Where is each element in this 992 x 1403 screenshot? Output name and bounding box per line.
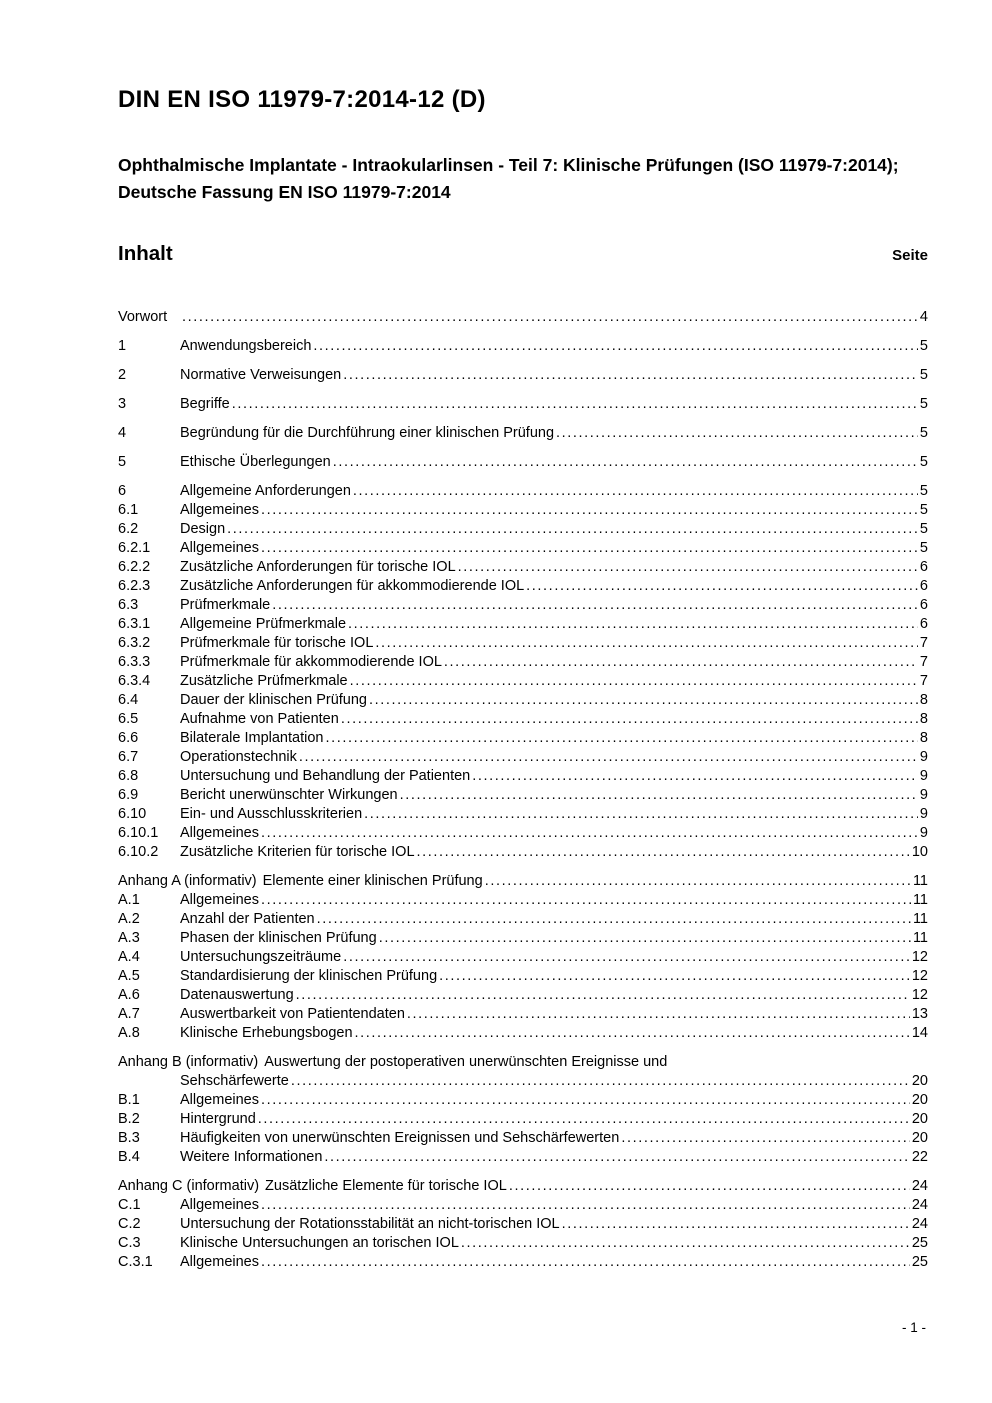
- toc-entry-page: 9: [919, 805, 928, 822]
- toc-leader-dots: [417, 843, 910, 862]
- toc-entry-label: Zusätzliche Elemente für torische IOL: [265, 1177, 507, 1194]
- toc-leader-dots: [375, 634, 918, 653]
- toc-leader-dots: [439, 967, 910, 986]
- toc-leader-dots: [348, 615, 918, 634]
- toc-entry: [118, 395, 928, 414]
- document-title: DIN EN ISO 11979-7:2014-12 (D): [118, 86, 486, 113]
- toc-leader-dots: [562, 1215, 910, 1234]
- toc-entry-page: 20: [911, 1110, 928, 1127]
- toc-leader-dots: [472, 767, 918, 786]
- toc-entry-label: Auswertbarkeit von Patientendaten: [180, 1005, 405, 1022]
- toc-entry-number: C.2: [118, 1215, 141, 1232]
- toc-leader-dots: [313, 337, 918, 356]
- toc-entry-number: 6.3.4: [118, 672, 151, 689]
- toc-entry-page: 7: [919, 634, 928, 651]
- toc-entry: [118, 308, 928, 327]
- toc-entry: [118, 1053, 928, 1072]
- toc-entry-label: Allgemeines: [180, 824, 259, 841]
- toc-entry-number: 6.10: [118, 805, 147, 822]
- toc-entry-number: A.7: [118, 1005, 140, 1022]
- toc-group: [118, 308, 928, 327]
- toc-entry-page: 5: [919, 366, 928, 383]
- toc-leader-dots: [258, 1110, 910, 1129]
- toc-leader-dots: [317, 910, 911, 929]
- toc-entry-label: Zusätzliche Anforderungen für akkommodierende IOL: [180, 577, 525, 594]
- toc-entry-page: 12: [911, 986, 928, 1003]
- toc-group: [118, 453, 928, 472]
- toc-entry: [118, 1024, 928, 1043]
- toc-entry: [118, 1253, 928, 1272]
- toc-group: [118, 395, 928, 414]
- toc-entry-page: 24: [911, 1177, 928, 1194]
- toc-entry-label: Bilaterale Implantation: [180, 729, 324, 746]
- toc-leader-dots: [526, 577, 918, 596]
- toc-leader-dots: [485, 872, 911, 891]
- toc-entry-page: 20: [911, 1072, 928, 1089]
- toc-leader-dots: [458, 558, 918, 577]
- toc-entry-label: Auswertung der postoperativen unerwünschten Ereignisse und: [264, 1053, 668, 1070]
- toc-entry-number: 6.8: [118, 767, 139, 784]
- toc-entry-page: 7: [919, 672, 928, 689]
- toc-entry-page: 9: [919, 786, 928, 803]
- toc-entry-number: A.1: [118, 891, 140, 908]
- toc-entry: [118, 520, 928, 539]
- toc-entry-label: Phasen der klinischen Prüfung: [180, 929, 377, 946]
- toc-leader-dots: [299, 748, 918, 767]
- toc-entry-number: 6.9: [118, 786, 139, 803]
- toc-entry: [118, 366, 928, 385]
- toc-entry-label: Ethische Überlegungen: [180, 453, 331, 470]
- toc-leader-dots: [556, 424, 918, 443]
- toc-entry-number: 6.10.2: [118, 843, 159, 860]
- toc-entry-label: Prüfmerkmale: [180, 596, 271, 613]
- toc-entry-page: 9: [919, 767, 928, 784]
- toc-leader-dots: [272, 596, 918, 615]
- toc-entry-page: 6: [919, 558, 928, 575]
- toc-entry: [118, 729, 928, 748]
- toc-entry-number: 6.3.2: [118, 634, 151, 651]
- toc-entry-label: Untersuchung der Rotationsstabilität an nicht-torischen IOL: [180, 1215, 560, 1232]
- toc-entry-label: Prüfmerkmale für akkommodierende IOL: [180, 653, 442, 670]
- toc-entry: [118, 929, 928, 948]
- toc-entry-label: Anzahl der Patienten: [180, 910, 315, 927]
- toc-entry-page: 5: [919, 395, 928, 412]
- toc-entry-label: Untersuchung und Behandlung der Patienten: [180, 767, 471, 784]
- toc-entry: [118, 786, 928, 805]
- toc-entry-label: Untersuchungszeiträume: [180, 948, 342, 965]
- toc-entry: [118, 337, 928, 356]
- toc-leader-dots: [444, 653, 918, 672]
- toc-entry-label: Design: [180, 520, 226, 537]
- toc-entry-page: 5: [919, 424, 928, 441]
- toc-entry-page: 5: [919, 482, 928, 499]
- toc-group: [118, 337, 928, 356]
- toc-entry-page: 11: [912, 910, 928, 927]
- toc-entry: [118, 805, 928, 824]
- toc-entry: [118, 539, 928, 558]
- toc-leader-dots: [261, 1253, 910, 1272]
- toc-entry-number: 2: [118, 366, 127, 383]
- toc-leader-dots: [261, 1091, 910, 1110]
- toc-entry-page: 5: [919, 453, 928, 470]
- toc-entry: [118, 634, 928, 653]
- toc-entry: [118, 596, 928, 615]
- toc-entry-number: 6.6: [118, 729, 139, 746]
- toc-entry-label: Sehschärfewerte: [180, 1072, 289, 1089]
- toc-entry-page: 5: [919, 501, 928, 518]
- toc-entry-label: Zusätzliche Prüfmerkmale: [180, 672, 348, 689]
- toc-entry-page: 6: [919, 596, 928, 613]
- toc-entry-number: 6.10.1: [118, 824, 159, 841]
- toc-leader-dots: [232, 395, 918, 414]
- toc-entry: [118, 767, 928, 786]
- toc-entry-number: A.5: [118, 967, 140, 984]
- toc-leader-dots: [261, 891, 911, 910]
- toc-entry: [118, 1177, 928, 1196]
- toc-group: [118, 1053, 928, 1167]
- toc-entry-number: A.2: [118, 910, 140, 927]
- toc-entry-label: Bericht unerwünschter Wirkungen: [180, 786, 398, 803]
- toc-leader-dots: [407, 1005, 910, 1024]
- toc-entry: [118, 910, 928, 929]
- toc-leader-dots: [325, 729, 917, 748]
- document-subtitle: Ophthalmische Implantate - Intraokularlinsen - Teil 7: Klinische Prüfungen (ISO 11979-7:2014); Deutsche Fassung EN ISO 11979-7:2014: [118, 154, 899, 202]
- toc-entry-number: 4: [118, 424, 127, 441]
- toc-entry-label: Weitere Informationen: [180, 1148, 323, 1165]
- toc-entry: [118, 558, 928, 577]
- toc-entry-number: B.1: [118, 1091, 140, 1108]
- toc-entry: [118, 691, 928, 710]
- toc-entry-label: Ein- und Ausschlusskriterien: [180, 805, 363, 822]
- toc-leader-dots: [261, 824, 918, 843]
- toc-entry: [118, 710, 928, 729]
- toc-entry-label: Elemente einer klinischen Prüfung: [262, 872, 483, 889]
- toc-entry-number: B.2: [118, 1110, 140, 1127]
- toc-entry-number: Anhang B (informativ): [118, 1053, 259, 1070]
- toc-entry-label: Allgemeine Anforderungen: [180, 482, 351, 499]
- toc-entry-page: 12: [911, 948, 928, 965]
- toc-leader-dots: [261, 1196, 910, 1215]
- toc-entry-label: Aufnahme von Patienten: [180, 710, 339, 727]
- toc-entry-label: Zusätzliche Anforderungen für torische IOL: [180, 558, 456, 575]
- toc-entry-number: 6.2.3: [118, 577, 151, 594]
- toc-entry: [118, 948, 928, 967]
- toc-entry-label: Allgemeine Prüfmerkmale: [180, 615, 347, 632]
- toc-entry-number: C.3: [118, 1234, 141, 1251]
- toc-entry-page: 9: [919, 748, 928, 765]
- toc-entry-number: A.8: [118, 1024, 140, 1041]
- toc-entry-label: Prüfmerkmale für torische IOL: [180, 634, 374, 651]
- toc-entry-number: 6.2.2: [118, 558, 151, 575]
- toc-leader-dots: [261, 539, 918, 558]
- toc-entry-page: 11: [912, 872, 928, 889]
- toc-entry-number: 6.5: [118, 710, 139, 727]
- toc-entry-label: Datenauswertung: [180, 986, 294, 1003]
- toc-leader-dots: [369, 691, 918, 710]
- toc-entry-number: C.3.1: [118, 1253, 153, 1270]
- toc-entry: [118, 891, 928, 910]
- toc-entry-page: 5: [919, 337, 928, 354]
- toc-entry: [118, 1196, 928, 1215]
- toc-entry-page: 25: [911, 1253, 928, 1270]
- toc-entry: [118, 986, 928, 1005]
- toc-entry-number: 6.3.3: [118, 653, 151, 670]
- toc-entry-page: 7: [919, 653, 928, 670]
- toc-entry-page: 6: [919, 615, 928, 632]
- toc-entry-label: Allgemeines: [180, 501, 259, 518]
- toc-group: [118, 366, 928, 385]
- toc-entry-number: Vorwort: [118, 308, 168, 325]
- toc-entry-label: Allgemeines: [180, 1196, 259, 1213]
- toc-leader-dots: [353, 482, 918, 501]
- toc-entry-page: 6: [919, 577, 928, 594]
- toc-entry: [118, 424, 928, 443]
- toc-leader-dots: [341, 710, 918, 729]
- toc-entry-number: 6.4: [118, 691, 139, 708]
- toc-entry-number: Anhang C (informativ): [118, 1177, 260, 1194]
- toc-entry: [118, 453, 928, 472]
- toc-entry-number: 6.3.1: [118, 615, 151, 632]
- toc-entry-number: 3: [118, 395, 127, 412]
- toc-entry-page: 5: [919, 520, 928, 537]
- toc-heading: Inhalt: [118, 241, 173, 265]
- toc-entry-label: Klinische Erhebungsbogen: [180, 1024, 353, 1041]
- toc-entry-page: 14: [911, 1024, 928, 1041]
- toc-entry-number: 6.3: [118, 596, 139, 613]
- toc-leader-dots: [379, 929, 911, 948]
- toc-entry-page: 11: [912, 891, 928, 908]
- toc-group: [118, 424, 928, 443]
- toc-entry-label: Allgemeines: [180, 891, 259, 908]
- toc-entry-number: Anhang A (informativ): [118, 872, 257, 889]
- toc-leader-dots: [343, 366, 918, 385]
- toc-entry-label: Allgemeines: [180, 539, 259, 556]
- toc-entry-label: Begriffe: [180, 395, 230, 412]
- toc-entry-page: 25: [911, 1234, 928, 1251]
- toc-leader-dots: [400, 786, 918, 805]
- toc-entry-number: A.4: [118, 948, 140, 965]
- toc-entry: [118, 653, 928, 672]
- toc-entry-page: 5: [919, 539, 928, 556]
- toc-entry-label: Normative Verweisungen: [180, 366, 342, 383]
- toc-entry: [118, 967, 928, 986]
- toc-entry: [118, 1215, 928, 1234]
- toc-entry-number: 5: [118, 453, 127, 470]
- toc-entry: [118, 577, 928, 596]
- toc-leader-dots: [509, 1177, 910, 1196]
- toc-entry: [118, 1072, 928, 1091]
- toc-entry-page: 11: [912, 929, 928, 946]
- toc-entry-number: 6.2.1: [118, 539, 151, 556]
- toc-entry-page: 20: [911, 1129, 928, 1146]
- toc-leader-dots: [355, 1024, 910, 1043]
- toc-entry-number: C.1: [118, 1196, 141, 1213]
- toc-group: [118, 872, 928, 1043]
- toc-leader-dots: [364, 805, 918, 824]
- toc-entry-label: Standardisierung der klinischen Prüfung: [180, 967, 438, 984]
- toc-entry: [118, 1110, 928, 1129]
- toc-group: [118, 1177, 928, 1272]
- toc-entry-number: 6.7: [118, 748, 139, 765]
- toc-leader-dots: [621, 1129, 910, 1148]
- toc-entry-page: 4: [919, 308, 928, 325]
- toc-entry-page: 10: [911, 843, 928, 860]
- toc-entry-label: Häufigkeiten von unerwünschten Ereignissen und Sehschärfewerten: [180, 1129, 620, 1146]
- toc-page-column-label: Seite: [892, 246, 928, 264]
- footer-page-number: - 1 -: [901, 1320, 926, 1335]
- toc-entry-number: 6.2: [118, 520, 139, 537]
- toc-entry-page: 8: [919, 710, 928, 727]
- toc-entry: [118, 748, 928, 767]
- toc-entry-label: Hintergrund: [180, 1110, 256, 1127]
- toc-entry-page: 12: [911, 967, 928, 984]
- toc-entry: [118, 1005, 928, 1024]
- toc-entry-label: Zusätzliche Kriterien für torische IOL: [180, 843, 415, 860]
- toc-entry-label: Operationstechnik: [180, 748, 297, 765]
- toc-entry: [118, 872, 928, 891]
- toc-entry-label: Allgemeines: [180, 1253, 259, 1270]
- table-of-contents: [118, 308, 928, 1272]
- toc-entry: [118, 615, 928, 634]
- toc-entry: [118, 672, 928, 691]
- toc-entry: [118, 482, 928, 501]
- toc-entry-number: B.4: [118, 1148, 140, 1165]
- toc-entry-page: 8: [919, 729, 928, 746]
- toc-entry-label: Begründung für die Durchführung einer klinischen Prüfung: [180, 424, 555, 441]
- toc-entry-label: Allgemeines: [180, 1091, 259, 1108]
- toc-entry: [118, 1091, 928, 1110]
- toc-entry: [118, 501, 928, 520]
- toc-entry-page: 20: [911, 1091, 928, 1108]
- toc-entry-number: 1: [118, 337, 127, 354]
- toc-header: [118, 242, 928, 266]
- toc-leader-dots: [461, 1234, 910, 1253]
- toc-entry-page: 13: [911, 1005, 928, 1022]
- toc-leader-dots: [227, 520, 918, 539]
- toc-group: [118, 482, 928, 862]
- toc-entry-page: 9: [919, 824, 928, 841]
- toc-leader-dots: [324, 1148, 909, 1167]
- toc-entry: [118, 1148, 928, 1167]
- toc-entry-label: Anwendungsbereich: [180, 337, 312, 354]
- toc-entry-number: A.3: [118, 929, 140, 946]
- toc-entry: [118, 824, 928, 843]
- toc-entry: [118, 1129, 928, 1148]
- toc-entry-number: 6.1: [118, 501, 139, 518]
- toc-entry-label: Klinische Untersuchungen an torischen IOL: [180, 1234, 459, 1251]
- toc-entry-page: 24: [911, 1196, 928, 1213]
- toc-entry-page: 22: [911, 1148, 928, 1165]
- toc-entry: [118, 843, 928, 862]
- toc-entry-number: B.3: [118, 1129, 140, 1146]
- toc-entry-page: 8: [919, 691, 928, 708]
- toc-entry: [118, 1234, 928, 1253]
- toc-entry-label: Dauer der klinischen Prüfung: [180, 691, 367, 708]
- toc-entry-number: A.6: [118, 986, 140, 1003]
- toc-leader-dots: [350, 672, 918, 691]
- toc-leader-dots: [343, 948, 910, 967]
- toc-entry-number: 6: [118, 482, 127, 499]
- toc-leader-dots: [182, 308, 918, 327]
- toc-leader-dots: [333, 453, 918, 472]
- toc-entry-page: 24: [911, 1215, 928, 1232]
- toc-leader-dots: [261, 501, 918, 520]
- toc-leader-dots: [296, 986, 910, 1005]
- toc-leader-dots: [291, 1072, 910, 1091]
